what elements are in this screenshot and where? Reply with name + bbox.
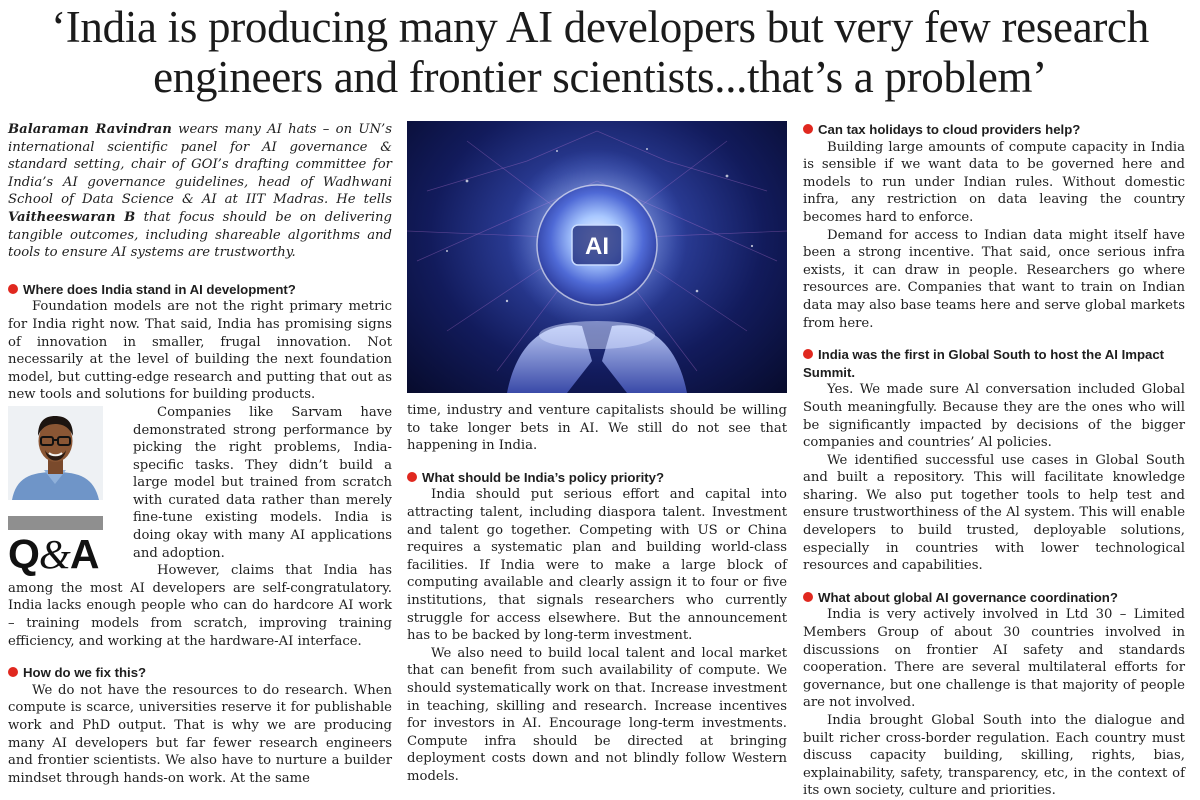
column-2 (407, 121, 787, 785)
headline-line-1: ‘India is producing many AI developers but very few research (51, 2, 1149, 52)
sidebar-figure (8, 406, 123, 578)
portrait-photo (8, 406, 103, 500)
question-text: What about global AI governance coordination? (818, 589, 1118, 605)
question-heading (803, 346, 1185, 381)
qa-logo (8, 530, 123, 578)
question-text: India was the first in Global South to host the AI Impact Summit. (803, 347, 1165, 380)
answer-paragraph: We also need to build local talent and local market that can benefit from such availability of compute. We should systematically work on that. Increase investment in teaching, skilling and research. Increase incentives for investors in AI. Encourage long-term investments. Compute infra should be directed at bringing deployment costs down and not blindly follow Western models. (407, 645, 787, 784)
answer-paragraph: India brought Global South into the dialogue and built richer cross-border regulation. Each country must discuss capacity building, skilling, rights, bias, explainability, safety, transparency, etc, in the context of its own society, culture and priorities. (803, 713, 1185, 799)
answer-paragraph: However, claims that India has among the most AI developers are self-congratulatory. India lacks enough people who can do hardcore AI work – training models from scratch, improving training efficiency, and working at the hardware-AI interface. (8, 563, 392, 649)
intro-text-1: wears many AI hats – on UN’s international scientific panel for AI governance & standard setting, chair of GOI’s drafting committee for India’s AI governance guidelines, head of Wadhwani School of Data Science & AI at IIT Madras. He tells (8, 122, 392, 208)
answer-paragraph: We do not have the resources to do research. When compute is scarce, universities reserve it for publishable work and PhD output. That is why we are producing many AI developers but far fewer research engineers and frontier scientists. We also have to nurture a builder mindset through hands-on work. At the same (8, 682, 392, 786)
question-text: Can tax holidays to cloud providers help? (818, 122, 1081, 137)
ai-orb-illustration (407, 121, 787, 393)
answer-paragraph: Building large amounts of compute capacity in India is sensible if we want data to be governed here and models to run under Indian rules. Without domestic infra, any restriction on data leaving the country becomes hard to enforce. (803, 139, 1185, 225)
question-heading (407, 469, 787, 487)
person-illustration (8, 406, 103, 500)
bullet-icon (803, 349, 813, 359)
headline (0, 2, 1200, 102)
answer-paragraph: India should put serious effort and capital into attracting talent, including diaspora talent. Investment and talent go together. Competing with US or China requires a systematic plan and building world-class facilities. If India were to make a large block of computing available and clearly assign it to four or five institutions, that signals researchers who currently struggle for access elsewhere. But the announcement has to be backed by long-term investment. (407, 487, 787, 644)
headline-line-2: engineers and frontier scientists...that’s a problem’ (153, 52, 1047, 102)
bullet-icon (407, 472, 417, 482)
qa-bar (8, 516, 103, 530)
intro-interviewer: Vaitheeswaran B (8, 209, 136, 225)
question-heading (803, 121, 1185, 139)
answer-paragraph: Companies like Sarvam have demonstrated strong performance by picking the right problems, India-specific tasks. They didn’t build a large model but trained from scratch with curated data rather than merely fine-tune existing models. India is doing okay with many AI applications and adoption. (133, 404, 392, 561)
bullet-icon (8, 667, 18, 677)
bullet-icon (8, 284, 18, 294)
question-text: How do we fix this? (23, 665, 147, 681)
ai-hands-image (407, 121, 787, 393)
question-heading (803, 589, 1185, 607)
qa-logo-a: A (69, 530, 99, 577)
column-3 (803, 121, 1185, 800)
intro-text-2: that focus should be on delivering tangible outcomes, including shareable algorithms and tools to ensure AI systems are trustworthy. (8, 209, 392, 261)
answer-paragraph: India is very actively involved in Ltd 30 – Limited Members Group of about 30 countries involved in discussions on frontier AI safety and standards cooperation. There are several multilateral efforts for governance, but one challenge is that majority of people are not involved. (803, 607, 1185, 711)
column-1 (8, 121, 392, 787)
answer-paragraph: Foundation models are not the right primary metric for India right now. That said, India has promising signs of innovation in smaller, frugal innovation. Not necessarily at the level of building the next foundation model, but cutting-edge research and putting that out as new tools and solutions for building products. (8, 299, 392, 403)
answer-paragraph: time, industry and venture capitalists should be willing to take longer bets in AI. We still do not see that happening in India. (407, 403, 787, 454)
ai-label: AI (585, 233, 609, 260)
answer-paragraph: We identified successful use cases in Global South and built a repository. This will facilitate knowledge sharing. We also put together tools to help test and ensure trustworthiness of the Al system. This will enable developers to build trusted, deployable solutions, especially in countries with lower technological resources and capabilities. (803, 452, 1185, 574)
bullet-icon (803, 124, 813, 134)
qa-logo-q: Q (8, 530, 39, 577)
question-heading (8, 281, 392, 299)
answer-paragraph: Yes. We made sure Al conversation included Global South meaningfully. Because they are the ones who will be significantly impacted by decisions of the bigger companies and countries’ Al policies. (803, 382, 1185, 451)
bullet-icon (803, 592, 813, 602)
question-text: Where does India stand in AI development? (23, 281, 296, 297)
question-heading (8, 664, 392, 682)
answer-paragraph: Demand for access to Indian data might itself have been a strong incentive. That said, once serious infra exists, it can draw in people. Researchers go where resources are. Companies that want to train on Indian data may also base teams here and serve global markets from here. (803, 227, 1185, 331)
intro-paragraph (8, 121, 392, 262)
intro-name: Balaraman Ravindran (8, 122, 172, 137)
qa-logo-amp: & (38, 530, 70, 577)
question-text: What should be India’s policy priority? (422, 469, 665, 485)
